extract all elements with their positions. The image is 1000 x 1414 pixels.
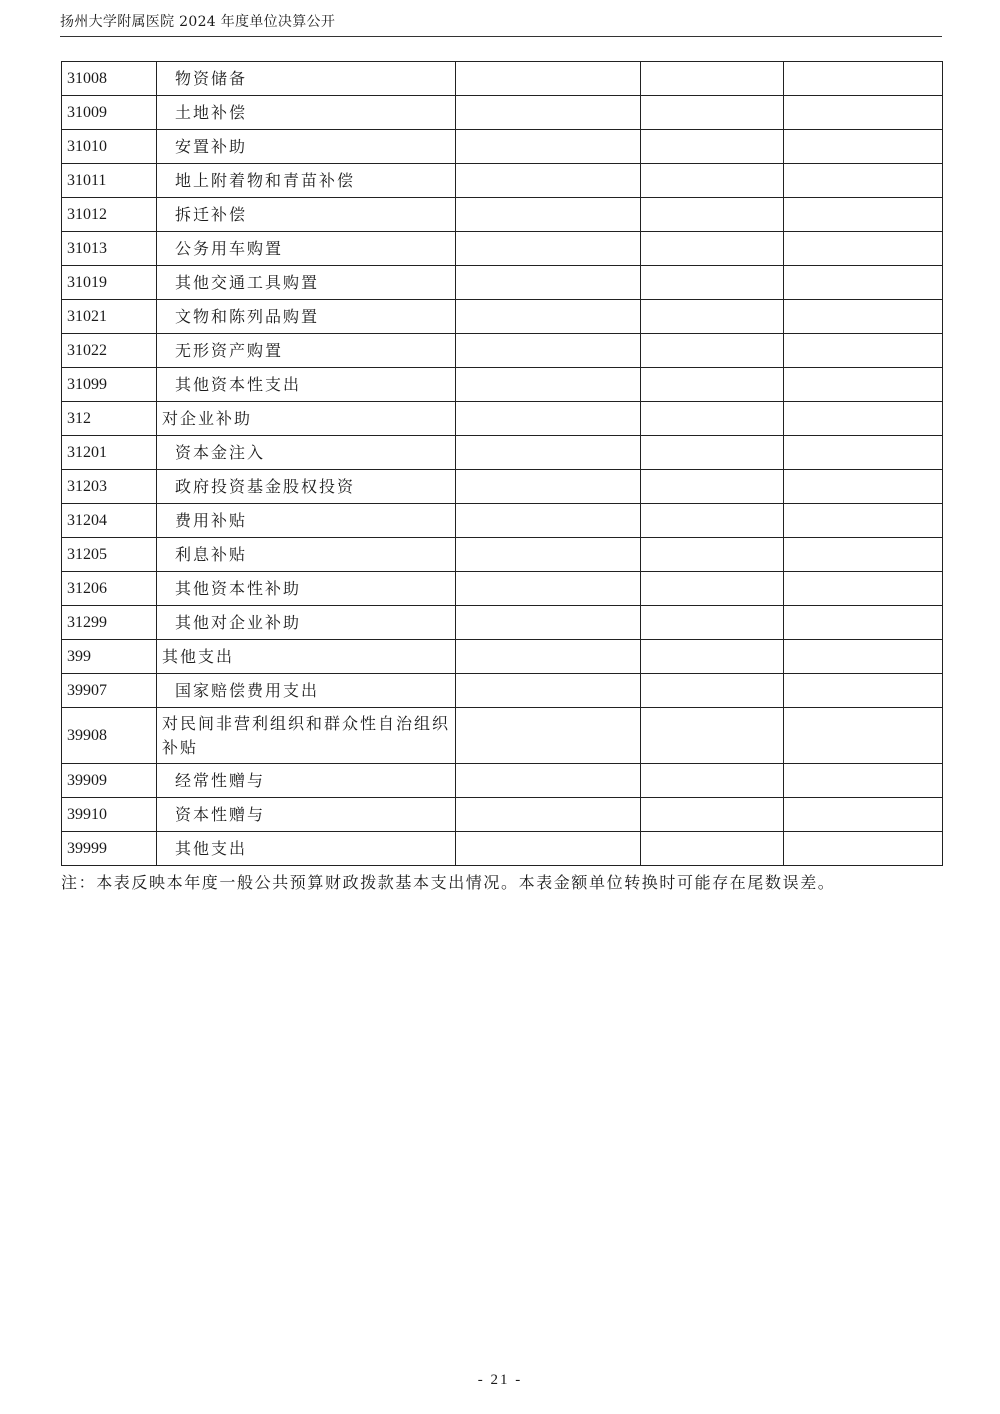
row-code: 31206 (62, 572, 157, 606)
row-value-cell (456, 764, 641, 798)
row-name: 对企业补助 (157, 402, 456, 436)
row-value-cell (784, 764, 943, 798)
row-value-cell (784, 504, 943, 538)
row-value-cell (641, 300, 784, 334)
row-code: 31022 (62, 334, 157, 368)
row-value-cell (456, 130, 641, 164)
row-name: 国家赔偿费用支出 (157, 674, 456, 708)
row-value-cell (456, 674, 641, 708)
row-value-cell (784, 96, 943, 130)
row-value-cell (784, 674, 943, 708)
row-name: 其他资本性补助 (157, 572, 456, 606)
table-row (62, 96, 943, 130)
row-value-cell (456, 606, 641, 640)
row-value-cell (641, 130, 784, 164)
row-value-cell (784, 538, 943, 572)
row-code: 39910 (62, 798, 157, 832)
row-value-cell (456, 470, 641, 504)
row-name: 物资储备 (157, 62, 456, 96)
row-value-cell (641, 674, 784, 708)
row-value-cell (784, 164, 943, 198)
expenditure-table (61, 61, 943, 866)
row-value-cell (784, 832, 943, 866)
row-code: 39907 (62, 674, 157, 708)
row-code: 31012 (62, 198, 157, 232)
row-value-cell (641, 798, 784, 832)
row-value-cell (641, 640, 784, 674)
table-row (62, 232, 943, 266)
row-name: 拆迁补偿 (157, 198, 456, 232)
row-name: 对民间非营利组织和群众性自治组织补贴 (157, 708, 456, 764)
row-value-cell (641, 708, 784, 764)
row-code: 31013 (62, 232, 157, 266)
row-value-cell (456, 798, 641, 832)
row-value-cell (784, 334, 943, 368)
table-row (62, 470, 943, 504)
row-value-cell (456, 504, 641, 538)
row-value-cell (456, 368, 641, 402)
row-value-cell (784, 436, 943, 470)
row-code: 31009 (62, 96, 157, 130)
row-value-cell (456, 164, 641, 198)
row-value-cell (784, 62, 943, 96)
table-row (62, 572, 943, 606)
row-code: 31019 (62, 266, 157, 300)
row-name: 经常性赠与 (157, 764, 456, 798)
table-row (62, 798, 943, 832)
table-row (62, 198, 943, 232)
table-row (62, 368, 943, 402)
row-code: 312 (62, 402, 157, 436)
row-code: 31021 (62, 300, 157, 334)
row-value-cell (456, 708, 641, 764)
row-value-cell (641, 232, 784, 266)
row-code: 31099 (62, 368, 157, 402)
table-row (62, 436, 943, 470)
table-row (62, 674, 943, 708)
row-value-cell (641, 436, 784, 470)
row-value-cell (784, 708, 943, 764)
table-body (62, 62, 943, 866)
row-name: 无形资产购置 (157, 334, 456, 368)
row-value-cell (641, 62, 784, 96)
row-name: 土地补偿 (157, 96, 456, 130)
row-value-cell (456, 572, 641, 606)
row-value-cell (641, 764, 784, 798)
row-value-cell (641, 164, 784, 198)
row-value-cell (784, 130, 943, 164)
table-row (62, 402, 943, 436)
row-name: 利息补贴 (157, 538, 456, 572)
page-header (60, 12, 942, 37)
table-row (62, 832, 943, 866)
row-value-cell (456, 436, 641, 470)
document-title: 扬州大学附属医院 2024 年度单位决算公开 (60, 14, 336, 30)
row-value-cell (784, 572, 943, 606)
row-value-cell (641, 572, 784, 606)
row-value-cell (784, 402, 943, 436)
row-name: 其他支出 (157, 832, 456, 866)
row-value-cell (641, 96, 784, 130)
row-code: 31011 (62, 164, 157, 198)
row-value-cell (456, 402, 641, 436)
page-number: - 21 - (477, 1372, 523, 1388)
row-value-cell (784, 368, 943, 402)
row-code: 31204 (62, 504, 157, 538)
row-value-cell (641, 504, 784, 538)
row-code: 31299 (62, 606, 157, 640)
table-row (62, 334, 943, 368)
row-value-cell (784, 232, 943, 266)
row-code: 39909 (62, 764, 157, 798)
row-name: 费用补贴 (157, 504, 456, 538)
row-value-cell (784, 300, 943, 334)
table-row (62, 538, 943, 572)
row-name: 其他对企业补助 (157, 606, 456, 640)
row-value-cell (456, 62, 641, 96)
row-name: 安置补助 (157, 130, 456, 164)
row-value-cell (456, 832, 641, 866)
row-value-cell (456, 198, 641, 232)
row-value-cell (456, 266, 641, 300)
row-value-cell (456, 96, 641, 130)
row-code: 31010 (62, 130, 157, 164)
row-code: 39999 (62, 832, 157, 866)
table-row (62, 606, 943, 640)
row-value-cell (456, 640, 641, 674)
row-value-cell (641, 606, 784, 640)
row-value-cell (784, 470, 943, 504)
table-row (62, 300, 943, 334)
table-note: 注：本表反映本年度一般公共预算财政拨款基本支出情况。本表金额单位转换时可能存在尾数误差。 (61, 873, 836, 892)
row-code: 39908 (62, 708, 157, 764)
row-value-cell (641, 266, 784, 300)
row-value-cell (784, 640, 943, 674)
row-value-cell (784, 266, 943, 300)
row-code: 399 (62, 640, 157, 674)
row-value-cell (456, 300, 641, 334)
row-name: 资本金注入 (157, 436, 456, 470)
row-value-cell (784, 198, 943, 232)
row-code: 31008 (62, 62, 157, 96)
row-value-cell (641, 368, 784, 402)
row-value-cell (641, 334, 784, 368)
row-value-cell (641, 470, 784, 504)
row-value-cell (641, 832, 784, 866)
table-row (62, 708, 943, 764)
row-value-cell (456, 232, 641, 266)
row-name: 资本性赠与 (157, 798, 456, 832)
table-row (62, 266, 943, 300)
table-row (62, 62, 943, 96)
row-name: 文物和陈列品购置 (157, 300, 456, 334)
table-row (62, 504, 943, 538)
row-name: 其他支出 (157, 640, 456, 674)
table-row (62, 130, 943, 164)
row-name: 公务用车购置 (157, 232, 456, 266)
table-row (62, 764, 943, 798)
row-value-cell (784, 798, 943, 832)
row-name: 其他资本性支出 (157, 368, 456, 402)
row-code: 31201 (62, 436, 157, 470)
row-value-cell (641, 538, 784, 572)
table-row (62, 640, 943, 674)
row-name: 地上附着物和青苗补偿 (157, 164, 456, 198)
row-code: 31203 (62, 470, 157, 504)
row-value-cell (641, 198, 784, 232)
row-value-cell (641, 402, 784, 436)
table-row (62, 164, 943, 198)
row-code: 31205 (62, 538, 157, 572)
row-value-cell (784, 606, 943, 640)
row-name: 其他交通工具购置 (157, 266, 456, 300)
row-value-cell (456, 538, 641, 572)
row-name: 政府投资基金股权投资 (157, 470, 456, 504)
row-value-cell (456, 334, 641, 368)
